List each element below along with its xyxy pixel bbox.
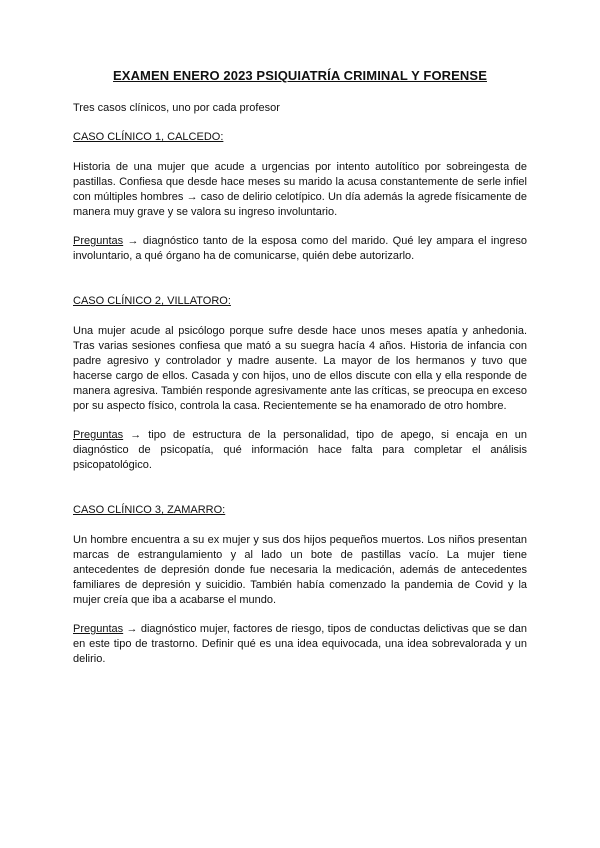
document-title: EXAMEN ENERO 2023 PSIQUIATRÍA CRIMINAL Y FORENSE bbox=[113, 68, 487, 83]
case-2-body: Una mujer acude al psicólogo porque sufre desde hace unos meses apatía y anhedonia. Tras varias sesiones confiesa que mató a su suegra hacía 4 años. Historia de infancia con padre agresivo y controlador y madre ausente. La mayor de los hermanos y tuvo que hacerse cargo de ellos. Casada y con hijos, uno de ellos discute con ella y ella responde de manera agresiva. También responde agresivamente ante las críticas, se preocupa en exceso por su aspecto físico, controla la casa. Recientemente se ha enamorado de otro hombre. bbox=[73, 325, 527, 412]
case-3 bbox=[73, 503, 527, 667]
case-3-questions-text: → diagnóstico mujer, factores de riesgo, tipos de conductas delictivas que se dan en este tipo de trastorno. Definir qué es una idea equivocada, una idea sobrevalorada y un delirio. bbox=[73, 623, 527, 665]
case-1-questions-text: → diagnóstico tanto de la esposa como del marido. Qué ley ampara el ingreso involuntario, a qué órgano ha de comunicarse, quién debe autorizarlo. bbox=[73, 235, 527, 262]
document-page bbox=[73, 68, 527, 697]
case-3-questions bbox=[73, 622, 527, 667]
case-1-questions bbox=[73, 234, 527, 264]
document-intro: Tres casos clínicos, uno por cada profesor bbox=[73, 102, 280, 114]
case-2-questions bbox=[73, 428, 527, 473]
case-1-questions-label: Preguntas bbox=[73, 235, 124, 247]
case-1 bbox=[73, 130, 527, 264]
case-2-questions-label: Preguntas bbox=[73, 429, 124, 441]
case-2-questions-text: → tipo de estructura de la personalidad, tipo de apego, si encaja en un diagnóstico de psicopatía, qué información hace falta para completar el análisis psicopatológico. bbox=[73, 429, 527, 471]
case-2 bbox=[73, 294, 527, 473]
case-1-body: Historia de una mujer que acude a urgencias por intento autolítico por sobreingesta de pastillas. Confiesa que desde hace meses su marido la acusa constantemente de serle infiel con múltiples hombres → caso de delirio celotípico. Un día además la agrede físicamente de manera muy grave y se valora su ingreso involuntario. bbox=[73, 161, 527, 218]
case-1-heading: CASO CLÍNICO 1, CALCEDO: bbox=[73, 131, 224, 143]
case-2-heading: CASO CLÍNICO 2, VILLATORO: bbox=[73, 295, 231, 307]
case-3-body: Un hombre encuentra a su ex mujer y sus dos hijos pequeños muertos. Los niños presentan marcas de estrangulamiento y al lado un bote de pastillas vacío. La mujer tiene antecedentes de depresión donde fue necesaria la medicación, además de antecedentes familiares de depresión y suicidio. También había comenzado la pandemia de Covid y la mujer creía que iba a acabarse el mundo. bbox=[73, 534, 527, 606]
case-3-heading: CASO CLÍNICO 3, ZAMARRO: bbox=[73, 504, 226, 516]
case-3-questions-label: Preguntas bbox=[73, 623, 124, 635]
